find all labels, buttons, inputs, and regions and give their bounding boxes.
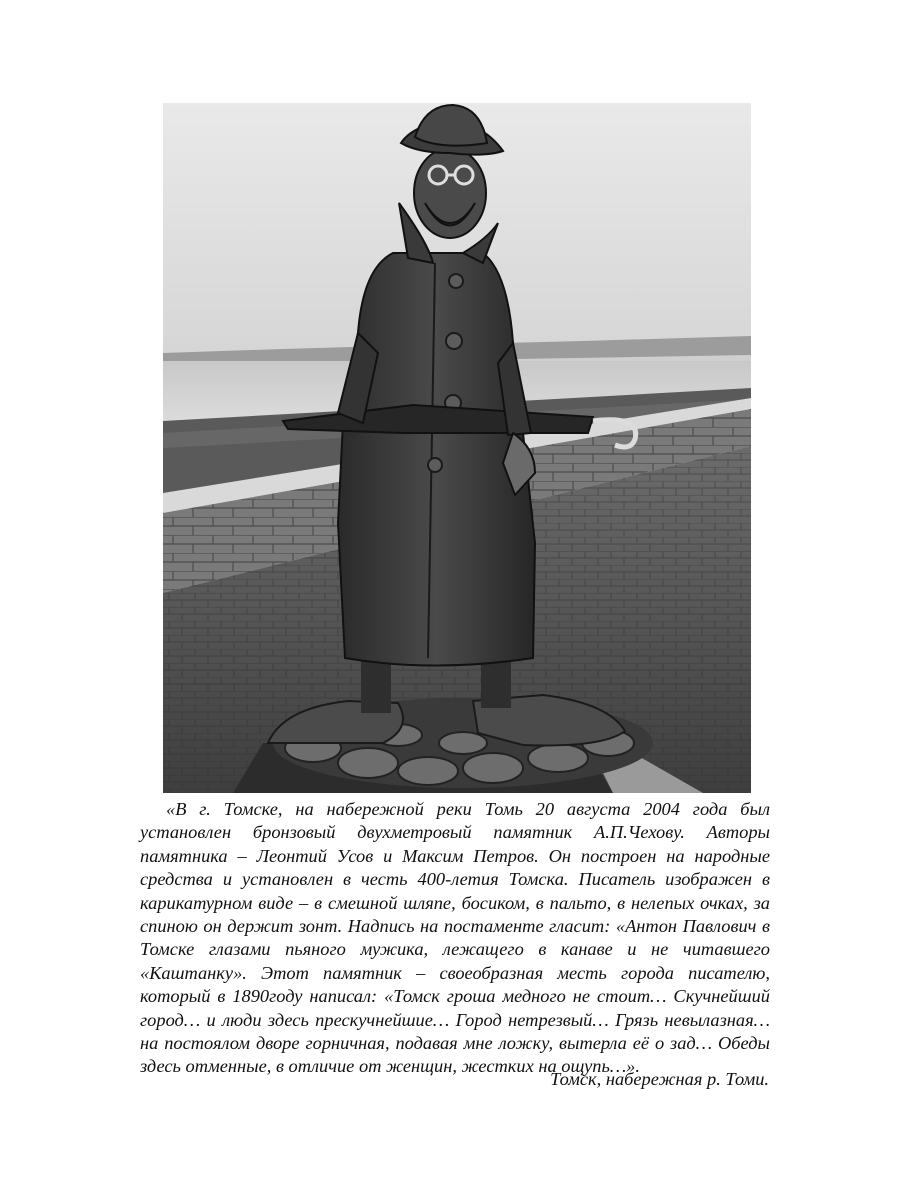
right-leg <box>481 658 511 708</box>
caption-text: «В г. Томске, на набережной реки Томь 20 августа 2004 года был установлен бронзовый двухметровый памятник А.П.Чехову. Авторы памятника – Леонтий Усов и Максим Петров. Он построен на народные средства и установлен в честь 400-летия Томска. Писатель изображен в карикатурном виде – в смешной шляпе, босиком, в пальто, в нелепых очках, за спиною он держит зонт. Надпись на постаменте гласит: «Антон Павлович в Томске глазами пьяного мужика, лежащего в канаве и не читавшего «Каштанку». Этот памятник – своеобразная месть города писателю, который в 1890году написал: «Томск гроша медного не стоит… Скучнейший город… и люди здесь прескучнейшие… Город нетрезвый… Грязь невылазная… на постоялом дворе горничная, подавая мне ложку, вытерла её о зад… Обеды здесь отменные, в отличие от женщин, жестких на ощупь…». <box>140 799 770 1077</box>
photo-location: Томск, набережная р. Томи. <box>550 1069 769 1089</box>
left-leg <box>361 658 391 713</box>
chekhov-monument-photo <box>163 103 751 793</box>
photo-illustration <box>163 103 751 793</box>
photo-caption <box>140 798 770 1079</box>
